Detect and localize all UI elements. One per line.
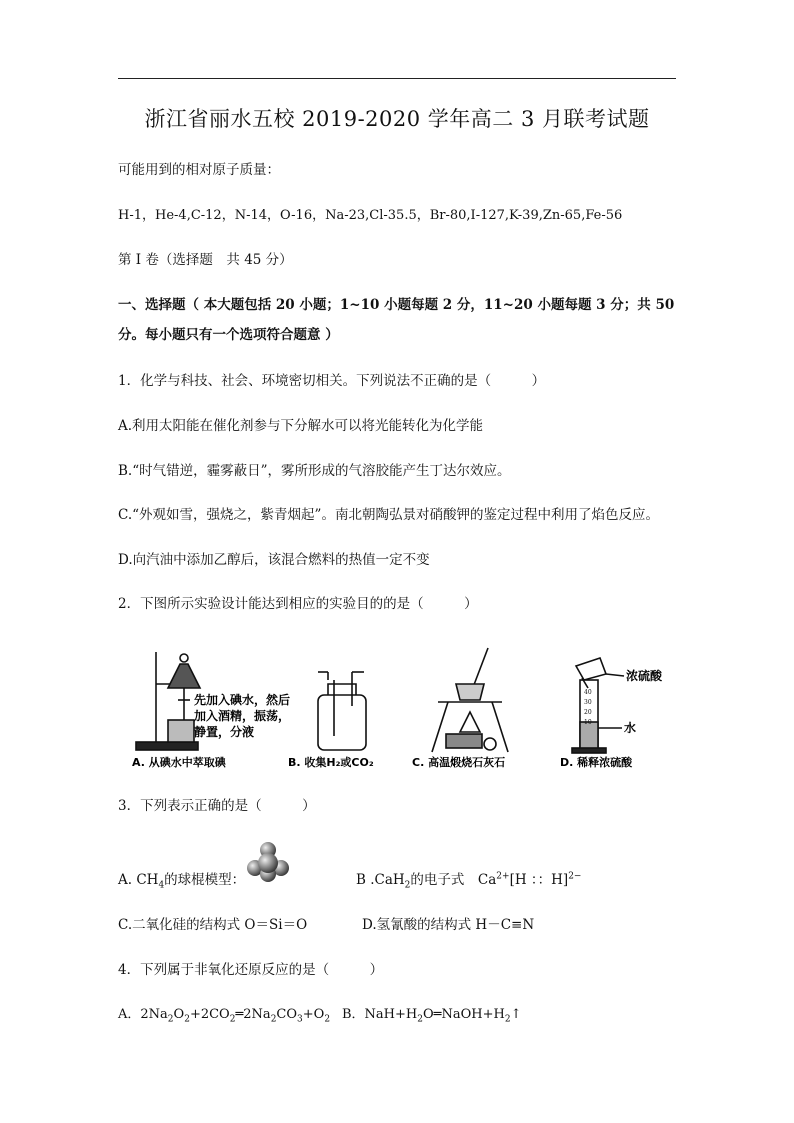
atomic-mass-heading: 可能用到的相对原子质量： — [118, 162, 280, 178]
apparatus-d-caption: D. 稀释浓硫酸 — [560, 756, 633, 769]
cylinder-tick-10: 10 — [584, 719, 592, 726]
apparatus-a-note-3: 静置，分液 — [194, 725, 255, 739]
q3-option-a: A. $CH_4$的球棍模型： — [118, 872, 246, 891]
q2-stem: 2．下图所示实验设计能达到相应的实验目的的是（ ） — [118, 596, 478, 612]
ch4-ball-model-image — [247, 842, 289, 882]
volume-heading: 第 I 卷（选择题 共 45 分） — [118, 252, 293, 268]
q3-option-d: D.氢氰酸的结构式 H－C≡N — [362, 917, 535, 933]
cylinder-tick-30: 30 — [584, 699, 592, 706]
apparatus-c-caption: C. 高温煅烧石灰石 — [412, 756, 506, 769]
q4-option-a: A．$2Na_2O_2+2CO_2═2Na_2CO_3+O_2$ — [118, 1007, 331, 1025]
q1-option-d: D.向汽油中添加乙醇后，该混合燃料的热值一定不变 — [118, 552, 430, 568]
apparatus-c-crucible — [432, 648, 508, 752]
page-title: 浙江省丽水五校 2019-2020 学年高二 3 月联考试题 — [144, 107, 650, 131]
apparatus-b-caption: B. 收集H₂或CO₂ — [288, 756, 374, 769]
apparatus-d-label-water: 水 — [624, 721, 637, 735]
section-heading-line-2: 分。每小题只有一个选项符合题意 ） — [118, 327, 339, 343]
apparatus-d-label-conc-sulfuric-acid: 浓硫酸 — [626, 669, 663, 683]
header-rule — [118, 78, 676, 79]
q1-option-c: C.“外观如雪，强烧之，紫青烟起”。南北朝陶弘景对硝酸钾的鉴定过程中利用了焰色反应。 — [118, 507, 659, 523]
apparatus-a-note-2: 加入酒精，振荡， — [194, 709, 291, 723]
cylinder-tick-40: 40 — [584, 689, 592, 696]
atomic-mass-list: H-1，He-4,C-12，N-14，O-16，Na-23,Cl-35.5，Br-80,I-127,K-39,Zn-65,Fe-56 — [118, 208, 623, 223]
q3-option-c: C.二氧化硅的结构式 O＝Si＝O — [118, 917, 308, 933]
q1-option-a: A.利用太阳能在催化剂参与下分解水可以将光能转化为化学能 — [118, 418, 484, 434]
cylinder-tick-20: 20 — [584, 709, 592, 716]
apparatus-b-gas-bottle — [318, 672, 366, 750]
q4-stem: 4．下列属于非氧化还原反应的是（ ） — [118, 962, 384, 978]
section-heading-line-1: 一、选择题（ 本大题包括 20 小题；1~10 小题每题 2 分，11~20 小题每题 3 分；共 50 — [118, 297, 675, 313]
q1-stem: 1．化学与科技、社会、环境密切相关。下列说法不正确的是（ ） — [118, 373, 546, 389]
q3-option-b: B .CaH$_2$的电子式 $Ca^{2+}[H$ ：：H]$^{2-}$ — [356, 871, 582, 891]
apparatus-a-note-1: 先加入碘水，然后 — [194, 693, 291, 707]
q3-stem: 3．下列表示正确的是（ ） — [118, 798, 316, 814]
q1-option-b: B.“时气错逆，霾雾蔽日”，雾所形成的气溶胶能产生丁达尔效应。 — [118, 463, 511, 479]
apparatus-a-separatory-funnel — [136, 652, 200, 750]
apparatus-d-graduated-cylinder — [572, 658, 624, 753]
apparatus-a-caption: A. 从碘水中萃取碘 — [132, 756, 226, 769]
q2-apparatus-figure — [128, 640, 668, 775]
q4-option-b: B．$NaH+H_2O═NaOH+H_2↑$ — [342, 1007, 522, 1025]
